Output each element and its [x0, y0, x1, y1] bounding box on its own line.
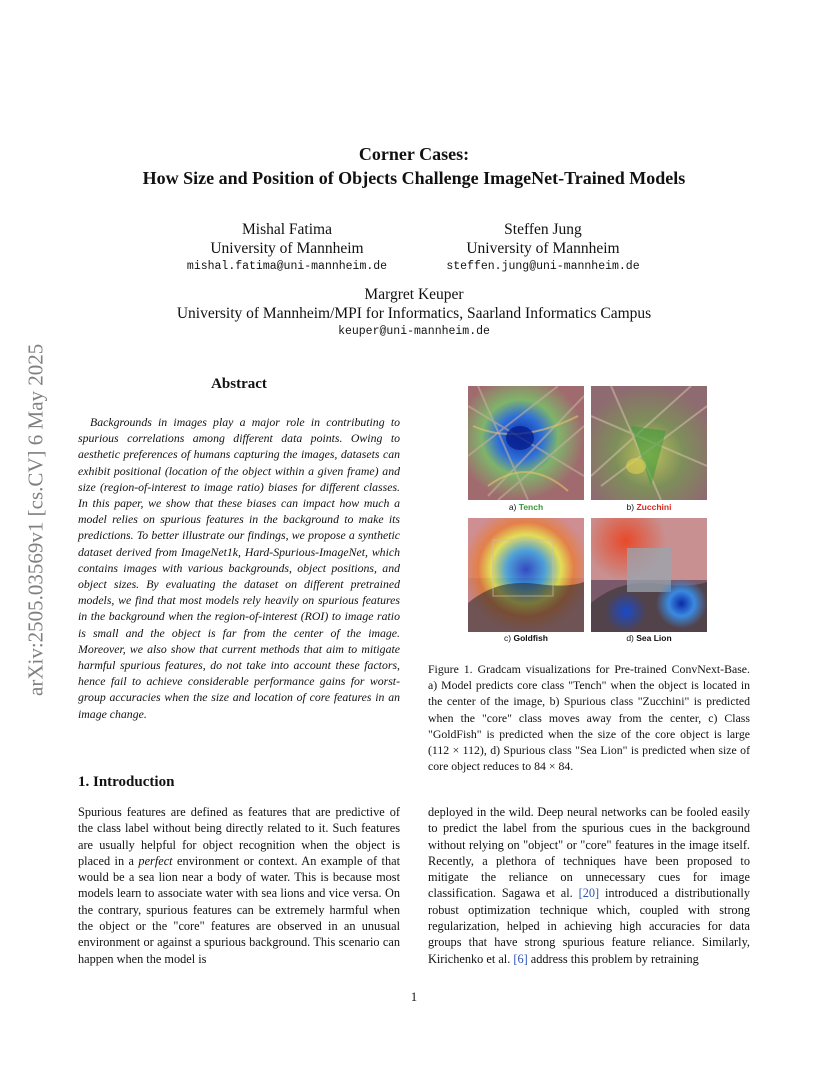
author-affiliation: University of Mannheim [210, 240, 364, 257]
figure-label-class: Goldfish [513, 633, 548, 643]
author-affiliation: University of Mannheim [466, 240, 620, 257]
paper-title-line-2: How Size and Position of Objects Challenge ImageNet-Trained Models [142, 168, 686, 188]
intro-text: address this problem by retraining [530, 951, 699, 966]
figure-1 [428, 384, 750, 646]
author-block-2 [418, 220, 668, 276]
figure-label-class: Tench [518, 502, 544, 512]
abstract-heading: Abstract [211, 376, 267, 392]
figure-label-d [591, 633, 707, 643]
introduction-left-column [78, 804, 400, 967]
abstract-text: Backgrounds in images play a major role in contributing to spurious correlations among different data points. Owing to aesthetic preferences of humans capturing the images, datasets can exhibit positional (location of the object within a given frame) and size (region-of-interest to image ratio) biases for different classes. In this paper, we show that these biases can impact how much a model relies on spurious features in the background to make its predictions. To better illustrate our findings, we propose a synthetic dataset derived from ImageNet1k, Hard-Spurious-ImageNet, which contains images with various backgrounds, object positions, and object sizes. By evaluating the dataset on different pretrained models, we find that most models rely heavily on spurious features in the background when the region-of-interest (ROI) to image ratio is small and the object is far from the center of the image. Moreover, we also show that current methods that aim to mitigate harmful spurious features, do not take into account these factors, hence fail to achieve considerable performance gains for worst-group accuracies when the size and location of core features in an image change. [78, 415, 400, 721]
citation-link-20[interactable]: [20] [578, 886, 600, 901]
author-block-3 [64, 285, 764, 341]
figure-label-class: Zucchini [636, 502, 672, 512]
author-name: Margret Keuper [364, 286, 464, 303]
gradcam-image-goldfish [468, 518, 584, 632]
figure-label-class: Sea Lion [636, 633, 672, 643]
introduction-right-column [428, 804, 750, 967]
figure-label-prefix: d) [626, 633, 634, 643]
intro-text: Spurious features are defined as features that are predictive of the class label without being directly related to it. Such features are usually helpful for object recognition when the object is placed in a [78, 805, 400, 868]
figure-label-prefix: a) [508, 502, 517, 512]
paper-title-line-1: Corner Cases: [358, 144, 470, 164]
author-email: keuper@uni-mannheim.de [338, 325, 490, 338]
author-email: mishal.fatima@uni-mannheim.de [186, 260, 388, 273]
author-email: steffen.jung@uni-mannheim.de [446, 260, 640, 273]
author-name: Mishal Fatima [242, 221, 332, 238]
introduction-heading: 1. Introduction [78, 774, 175, 790]
figure-label-prefix: c) [504, 633, 512, 643]
figure-1-caption: Figure 1. Gradcam visualizations for Pre-trained ConvNext-Base. a) Model predicts core class "Tench" when the object is located in the center of the image, b) Spurious class "Zucchini" is predicted when the "core" class moves away from the center, c) Class "GoldFish" is predicted when the size of the core object is large (112 × 112), d) Spurious class "Sea Lion" is predicted when size of core object reduces to 84 × 84. [428, 662, 750, 774]
gradcam-image-zucchini [591, 386, 707, 500]
author-block-1 [162, 220, 412, 276]
citation-link-6[interactable]: [6] [513, 951, 528, 966]
gradcam-image-sea-lion [591, 518, 707, 632]
intro-emphasis: perfect [138, 853, 173, 868]
author-name: Steffen Jung [504, 221, 582, 238]
figure-label-b [591, 502, 707, 512]
intro-text: deployed in the wild. Deep neural networks can be fooled easily to predict the label from the spurious cues in the background without relying on "object" or "core" features in the image itself. Recently, a plethora of techniques have been proposed to mitigate the reliance on unnecessary cues for image classification. Sagawa et al. [428, 805, 750, 901]
author-affiliation: University of Mannheim/MPI for Informatics, Saarland Informatics Campus [176, 305, 652, 322]
intro-text: introduced a distributionally robust optimization technique which, coupled with strong regularization, helped in achieving high accuracies for data groups that have strong spurious feature reliance. Similarly, Kirichenko et al. [428, 886, 750, 966]
figure-label-prefix: b) [626, 502, 635, 512]
intro-text: environment or context. An example of that would be a sea lion near a body of water. This is because most models learn to associate water with sea lions and vice versa. On the contrary, spurious features can be extremely harmful when the object or the "core" features are observed in an unusual environment or against a spurious background. This scenario can happen when the model is [78, 853, 400, 966]
figure-label-a [468, 502, 584, 512]
figure-label-c [468, 633, 584, 643]
page-number: 1 [410, 990, 418, 1004]
arxiv-side-stamp: arXiv:2505.03569v1 [cs.CV] 6 May 2025 [23, 343, 48, 697]
gradcam-image-tench [468, 386, 584, 500]
